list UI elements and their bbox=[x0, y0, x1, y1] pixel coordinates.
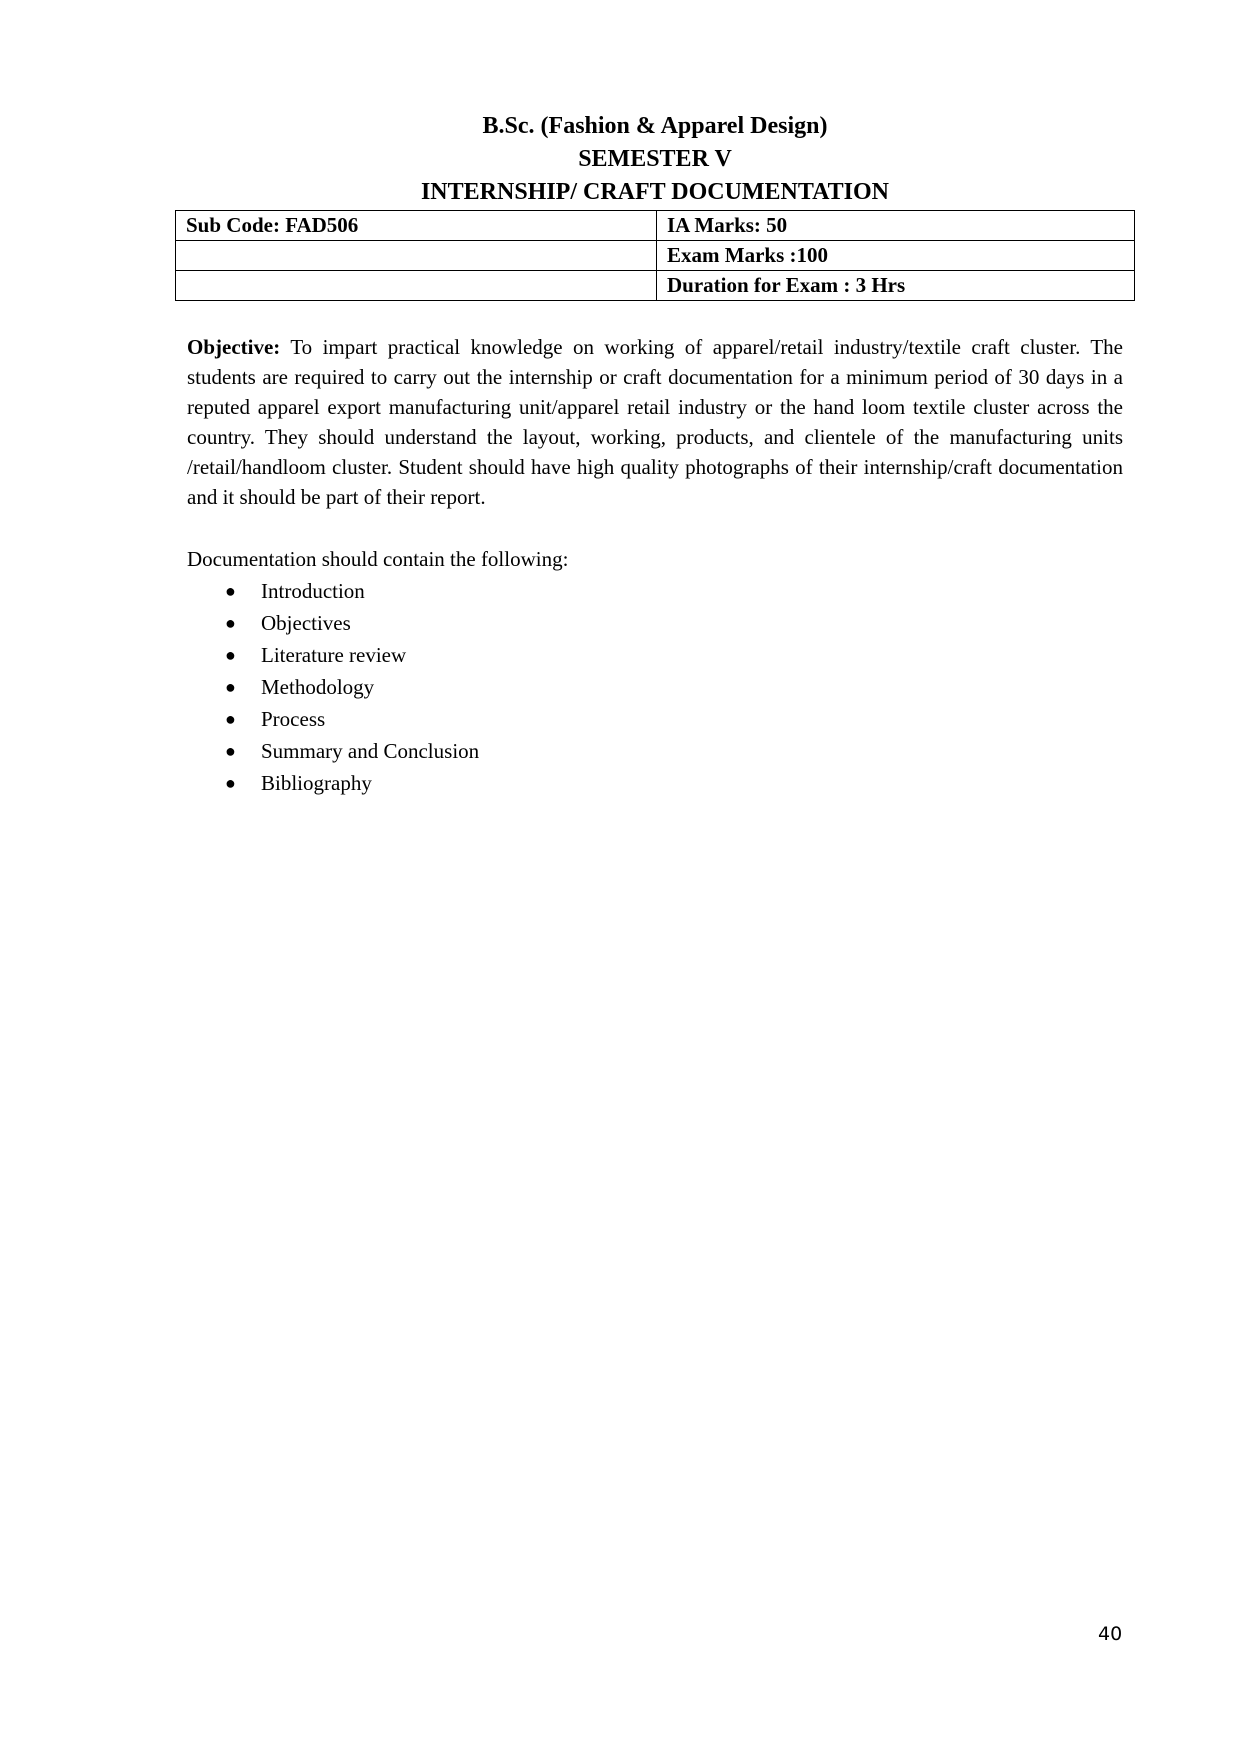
ia-marks-cell: IA Marks: 50 bbox=[657, 211, 1135, 241]
list-item-label: Literature review bbox=[261, 643, 407, 667]
list-item-label: Summary and Conclusion bbox=[261, 739, 480, 763]
list-item-label: Objectives bbox=[261, 611, 351, 635]
list-item bbox=[187, 767, 479, 799]
list-item-label: Process bbox=[261, 707, 326, 731]
course-info-table bbox=[175, 210, 1135, 301]
bullet-icon: ● bbox=[225, 645, 236, 665]
objective-label: Objective: bbox=[187, 335, 281, 359]
list-item-label: Methodology bbox=[261, 675, 375, 699]
list-item bbox=[187, 671, 479, 703]
bullet-icon: ● bbox=[225, 709, 236, 729]
empty-cell bbox=[176, 271, 657, 301]
table-row bbox=[176, 241, 1135, 271]
bullet-icon: ● bbox=[225, 741, 236, 761]
duration-cell: Duration for Exam : 3 Hrs bbox=[657, 271, 1135, 301]
objective-text: To impart practical knowledge on working of apparel/retail industry/textile craft cluster. The students are required to carry out the internship or craft documentation for a minimum period of 30 days in a reputed apparel export manufacturing unit/apparel retail industry or the hand loom textile cluster across the country. They should understand the layout, working, products, and clientele of the manufacturing units /retail/handloom cluster. Student should have high quality photographs of their internship/craft documentation and it should be part of their report. bbox=[187, 335, 1123, 509]
semester-title: SEMESTER V bbox=[578, 146, 732, 172]
exam-marks-cell: Exam Marks :100 bbox=[657, 241, 1135, 271]
bullet-icon: ● bbox=[225, 677, 236, 697]
list-item bbox=[187, 575, 479, 607]
bullet-icon: ● bbox=[225, 581, 236, 601]
bullet-icon: ● bbox=[225, 613, 236, 633]
program-title: B.Sc. (Fashion & Apparel Design) bbox=[482, 113, 828, 139]
course-title: INTERNSHIP/ CRAFT DOCUMENTATION bbox=[420, 179, 890, 205]
objective-paragraph bbox=[187, 332, 1123, 512]
list-item bbox=[187, 639, 479, 671]
list-item-label: Bibliography bbox=[261, 771, 372, 795]
sub-code-cell: Sub Code: FAD506 bbox=[176, 211, 657, 241]
list-item bbox=[187, 703, 479, 735]
table-row bbox=[176, 211, 1135, 241]
page-number: 40 bbox=[1098, 1623, 1123, 1645]
table-row bbox=[176, 271, 1135, 301]
documentation-list bbox=[187, 575, 479, 799]
list-item bbox=[187, 607, 479, 639]
list-item bbox=[187, 735, 479, 767]
empty-cell bbox=[176, 241, 657, 271]
list-item-label: Introduction bbox=[261, 579, 365, 603]
documentation-intro: Documentation should contain the following: bbox=[187, 547, 569, 571]
bullet-icon: ● bbox=[225, 773, 236, 793]
